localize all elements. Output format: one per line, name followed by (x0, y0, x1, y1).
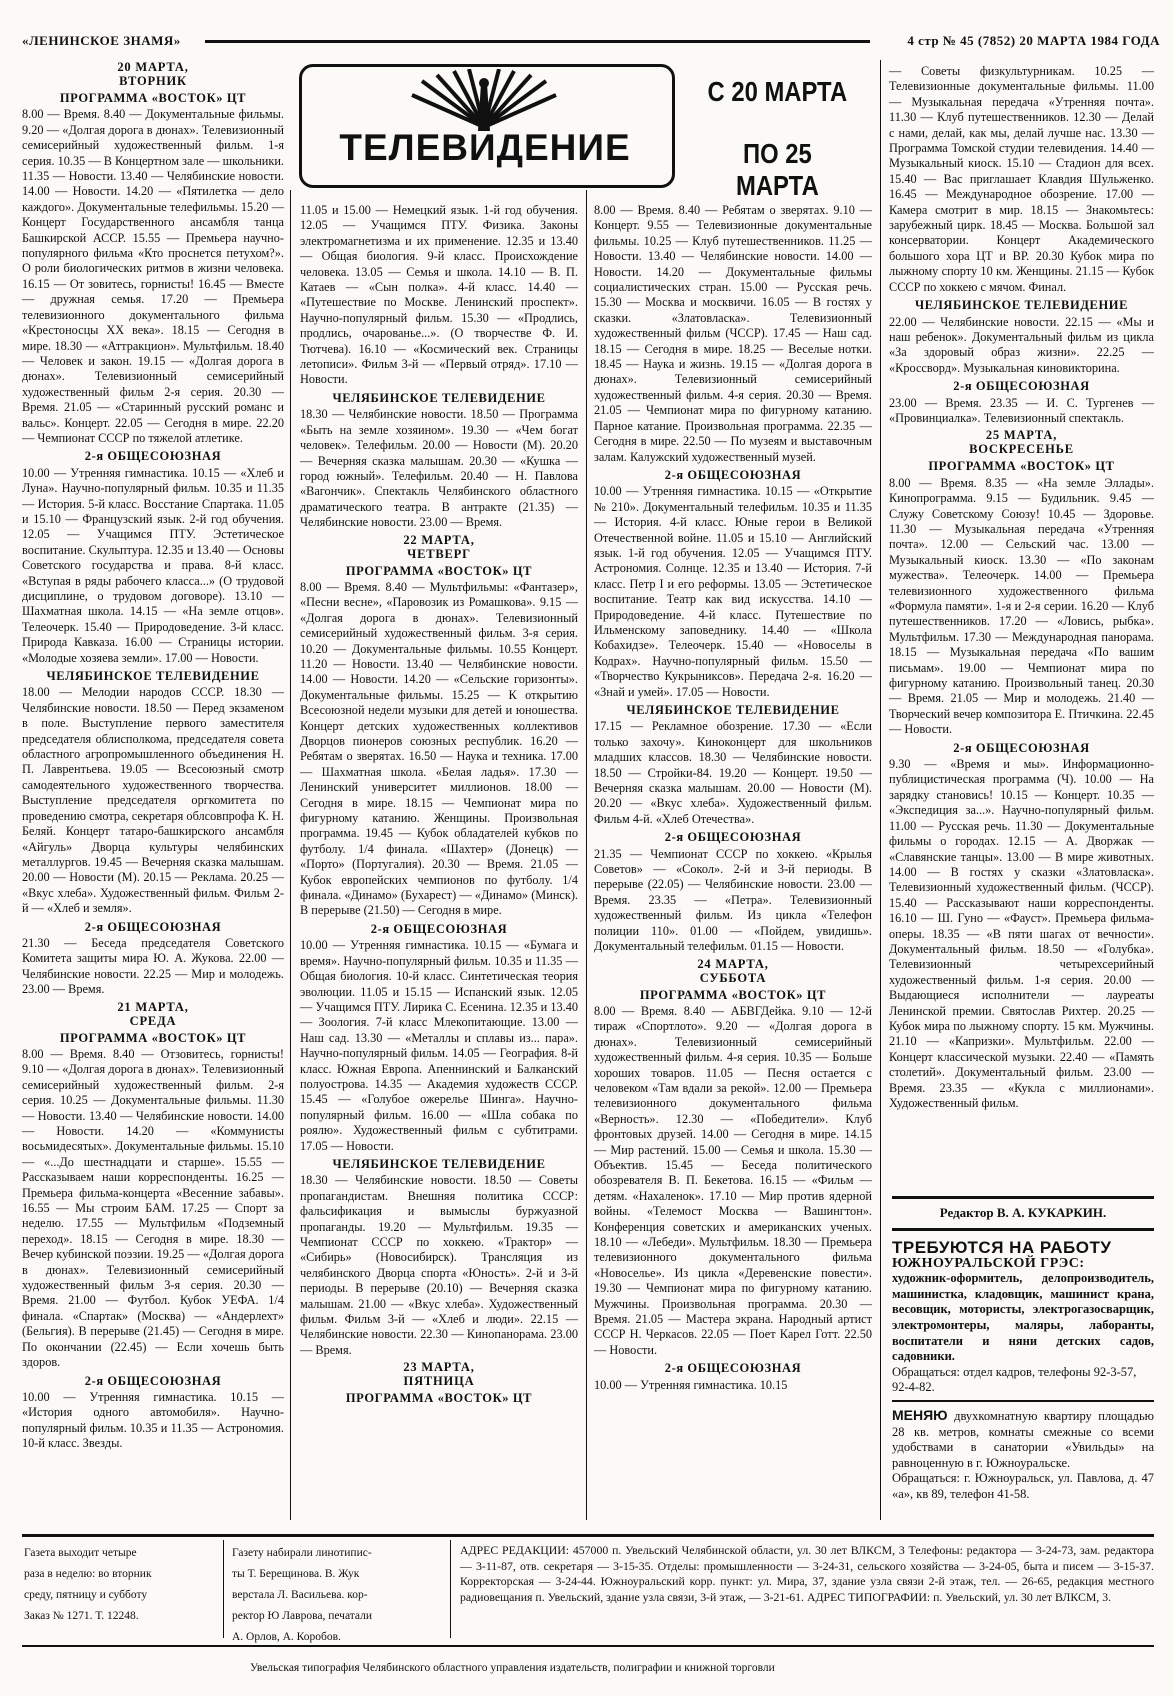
schedule-text: 8.00 — Время. 8.40 — Мультфильмы: «Фантазер», «Песни весне», «Паровозик из Ромашкова». 9.15 — «Долгая дорога в дюнах». Телевизионный семисерийный художественный фильм. 3-я серия. 10.20 — Документальные фильмы. 10.55 Концерт. 11.20 — Новости. 13.40 — Челябинские новости. 14.00 — Новости. 14.20 — «Сельские горизонты». Документальные фильмы. 15.25 — К открытию Всесоюзной недели музыки для детей и юношества. Концерт детских художественных коллективов Дворцов пионеров союзных республик. 16.20 — Ребятам о зверятах. 16.50 — Наука и техника. 17.00 — Шахматная школа. «Белая ладья». 17.30 — Ленинский университет миллионов. 18.00 — Сегодня в мире. 18.15 — Чемпионат мира по фигурному катанию. Женщины. Произвольная программа. 19.45 — Кубок обладателей кубков по футболу. 1/4 финала. «Шахтер» (Донецк) — «Порто» (Португалия). 20.30 — Время. 21.05 — Кубок европейских чемпионов по футболу. 1/4 финала. «Динамо» (Бухарест) — «Динамо» (Минск). В перерыве (21.50) — Сегодня в мире. (300, 579, 578, 918)
banner-title: ТЕЛЕВИДЕНИЕ (339, 127, 631, 168)
program-heading: ПРОГРАММА «ВОСТОК» ЦТ (639, 987, 827, 1002)
schedule-text: 8.00 — Время. 8.40 — Документальные фильмы. 9.20 — «Долгая дорога в дюнах». Телевизионный семисерийный художественный фильм. 1-я серия. 10.35 — В Концертном зале — школьники. 11.35 — Новости. 13.40 — Челябинские новости. 14.00 — Новости. 14.20 — «Пятилетка — дело каждого». Документальные телефильмы. 15.20 — Концерт Государственного ансамбля танца Башкирской АССР. 15.55 — Премьера научно-популярного фильма «Кто проснется петухом?». О роли биологических ритмов в жизни человека. 16.15 — От зовитесь, горнисты! 16.45 — Вместе — дружная семья. 17.20 — Премьера телевизионного документального фильма «Крестоносцы XX века». 18.15 — Сегодня в мире. 18.30 — «Аттракцион». Мультфильм. 18.40 — Человек и закон. 19.15 — «Долгая дорога в дюнах». Телевизионный семисерийный художественный фильм 2-я серия. 20.30 — Время. 21.05 — «Старинный русский романс и вальс». Концерт. 22.05 — Сегодня в мире. 22.20 — Чемпионат СССР по тяжелой атлетике. (22, 107, 284, 445)
exchange-ad (892, 1408, 1154, 1503)
editor-signature: Редактор В. А. КУКАРКИН. (939, 1205, 1107, 1220)
channel-heading: 2-я ОБЩЕСОЮЗНАЯ (84, 449, 222, 464)
channel-heading: ЧЕЛЯБИНСКОЕ ТЕЛЕВИДЕНИЕ (914, 298, 1129, 313)
channel-heading: ЧЕЛЯБИНСКОЕ ТЕЛЕВИДЕНИЕ (332, 390, 546, 405)
footer-address: АДРЕС РЕДАКЦИИ: 457000 п. Увельский Челябинской области, ул. 30 лет ВЛКСМ, 3 Телефоны: редактора — 3-24-73, зам. редактора — 3-11-87, отв. секретаря — 3-15-35. Отделы: промышленности — 3-24-31, сельского хозяйства — 3-24-05, быта и писем — 3-15-37. Корректорская — 3-24-44. Южноуральский корр. пункт: ул. Мира, 37, здание узла связи 2-й этаж, тел. — 26-65, редакция местного радиовещания п. Увельский, здание узла связи, 3-й этаж, — 3-21-61. АДРЕС ТИПОГРАФИИ: п. Увельский, ул. 30 лет ВЛКСМ, 3. (460, 1543, 1154, 1604)
editor-rule (892, 1228, 1154, 1231)
schedule-text: 10.00 — Утренняя гимнастика. 10.15 — «История одного автомобиля». Научно-популярный фильм. 10.35 и 11.35 — Астрономия. 10-й класс. Звезды. (22, 1389, 284, 1451)
masthead-issue: 4 стр № 45 (7852) 20 МАРТА 1984 ГОДА (907, 33, 1160, 48)
schedule-text: 21.35 — Чемпионат СССР по хоккею. «Крылья Советов» — «Сокол». 2-й и 3-й периоды. В перерыве (22.05) — Челябинские новости. 23.00 — Время. 23.35 — «Петра». Телевизионный художественный фильм. Из цикла «Телефон полиции 110». 01.00 — «Пойдем, увидишь». Документальный телефильм. 01.15 — Новости. (594, 846, 872, 954)
schedule-text: 10.00 — Утренняя гимнастика. 10.15 — «Открытие № 210». Документальный телефильм. 10.35 и 11.35 — История. 4-й класс. Юные герои в Великой Отечественной войне. 11.05 и 15.10 — Английский язык. 1-й год обучения. 12.05 — Учащимся ПТУ. Астрономия. Солнце. 12.35 и 13.40 — История. 7-й класс. Петр I и его реформы. 13.05 — Эстетическое воспитание. Театр как вид искусства. 14.10 — Природоведение. 4-й класс. Путешествие по Ильменскому заповеднику. 14.40 — «Школа Кобахидзе». Телеочерк. 15.40 — «Новоселы в Кодрах». Научно-популярный фильм. 15.50 — «Творчество Кукрыниксов». Передача 2-я. 16.20 — «Знай и умей». 17.05 — Новости. (594, 484, 872, 699)
footer-rule (22, 1534, 1154, 1537)
column-3 (594, 203, 872, 1518)
banner-date-to: ПО 25 МАРТА (735, 138, 819, 201)
program-heading: ПРОГРАММА «ВОСТОК» ЦТ (345, 563, 533, 578)
schedule-text: 8.00 — Время. 8.40 — Отзовитесь, горнисты! 9.10 — «Долгая дорога в дюнах». Телевизионный семисерийный художественный фильм. 2-я серия. 10.25 — Документальные фильмы. 11.30 — Новости. 13.40 — Челябинские новости. 14.00 — Новости. 14.20 — «Коммунисты восьмидесятых». Документальные фильмы. 15.10 — «...До шестнадцати и старше». 15.55 — Рассказываем наши корреспонденты. 16.25 — Премьера фильма-концерта «Весенние забавы». 16.55 — Мы строим БАМ. 17.25 — Спорт за неделю. 17.55 — Мультфильм «Подземный переход». 18.15 — Сегодня в мире. 18.30 — Вечер кубинской поэзии. 19.25 — «Долгая дорога в дюнах». Телевизионный семисерийный художественный фильм 3-я серия. 20.30 — Время. 21.00 — Футбол. Кубок УЕФА. 1/4 финала. «Спартак» (Москва) — «Андерлехт» (Бельгия). В перерыве (21.45) — Сегодня в мире. По окончании (22.45) — Если хочешь быть здоров. (22, 1046, 284, 1370)
schedule-text: 17.15 — Рекламное обозрение. 17.30 — «Если только захочу». Киноконцерт для школьников младших классов. 18.30 — Челябинские новости. 18.50 — Стройки-84. 19.20 — Концерт. 19.50 — Вечерняя сказка малышам. 20.00 — Новости (М). 20.20 — «Вкус хлеба». Художественный фильм. Фильм 4-й. «Хлеб Отечества». (594, 719, 872, 826)
channel-heading: 2-я ОБЩЕСОЮЗНАЯ (370, 921, 508, 936)
schedule-text: — Советы физкультурникам. 10.25 — Телевизионные документальные фильмы. 11.00 — Музыкальная передача «Утренняя почта». 11.30 — Клуб путешественников. 12.30 — Делай с нами, делай, как мы, делай лучше нас. 13.30 — Программа Томской студии телевидения. 14.40 — Музыкальный киоск. 15.10 — Стадион для всех. 15.40 — Вас приглашает Клавдия Шульженко. 16.45 — Международное обозрение. 17.00 — Камера смотрит в мир. 18.15 — Знакомьтесь: зарубежный цирк. 18.45 — Москва. Большой зал консерватории. Концерт Академического большого хора ЦТ и ВР. 20.30 Кубок мира по лыжному спорту 10 км. Женщины. 21.15 — Кубок СССР по хоккею с мячом. Финал. (889, 64, 1154, 294)
program-heading: ПРОГРАММА «ВОСТОК» ЦТ (59, 1030, 247, 1045)
day-heading: 22 МАРТА, ЧЕТВЕРГ (403, 532, 475, 561)
column-divider (880, 60, 881, 1520)
schedule-text: 18.30 — Челябинские новости. 18.50 — Советы пропагандистам. Внешняя политика СССР: фальсификация и вымыслы буржуазной пропаганды. 19.20 — Мультфильм. 19.35 — Чемпионат СССР по хоккею. «Трактор» — «Сибирь» (Новосибирск). Трансляция из челябинского Дворца спорта «Юность». 2-й и 3-й периоды. В перерыве (20.10) — Вечерняя сказка малышам. 21.00 — «Вкус хлеба». Художественный фильм. Фильм 3-й — «Хлеб и люди». 22.15 — Челябинские новости. 22.30 — Кинопанорама. 23.00 — Время. (300, 1173, 578, 1357)
channel-heading: ЧЕЛЯБИНСКОЕ ТЕЛЕВИДЕНИЕ (332, 1156, 546, 1171)
job-ad (892, 1240, 1154, 1396)
banner-date-from: С 20 МАРТА (707, 76, 848, 107)
ad-divider (892, 1400, 1154, 1402)
footer-divider (450, 1540, 451, 1638)
footer-schedule: Газета выходит четыре раза в неделю: во вторник среду, пятницу и субботу Заказ № 1271. Т. 12248. (24, 1547, 152, 1622)
exchange-ad-body: двухкомнатную квартиру площадью 28 кв. метров, комнаты смежные со всеми удобствами в санатории «Увильды» на равноценную в г. Южноуральске. (892, 1409, 1155, 1470)
schedule-text: 22.00 — Челябинские новости. 22.15 — «Мы и наш ребенок». Документальный фильм из цикла «За здоровый образ жизни». 22.25 — «Кроссворд». Музыкальная киновикторина. (889, 314, 1154, 375)
job-ad-body: художник-оформитель, делопроизводитель, машинистка, кладовщик, машинист крана, весовщик, мотористы, электрогазосварщик, электромонтеры, маляры, лаборанты, воспитатели и няни детских садов, садовники. (892, 1271, 1154, 1364)
channel-heading: 2-я ОБЩЕСОЮЗНАЯ (664, 830, 802, 845)
program-heading: ПРОГРАММА «ВОСТОК» ЦТ (59, 91, 247, 105)
masthead-newspaper: «ЛЕНИНСКОЕ ЗНАМЯ» (22, 33, 181, 48)
schedule-text: 8.00 — Время. 8.40 — Ребятам о зверятах. 9.10 — Концерт. 9.55 — Телевизионные документальные фильмы. 10.25 — Клуб путешественников. 11.25 — Новости. 13.40 — Челябинские новости. 14.00 — Новости. 14.20 — Документальные фильмы социалистических стран. 15.00 — Русская речь. 15.30 — Москва и москвичи. 16.05 — В гостях у сказки. «Златовласка». Телевизионный художественный фильм (ЧССР). 17.45 — Наш сад. 18.15 — Сегодня в мире. 18.25 — Веселые нотки. 18.45 — Наука и жизнь. 19.15 — «Долгая дорога в дюнах». Телевизионный семисерийный художественный фильм. 4-я серия. 20.30 — Время. 21.05 — Чемпионат мира по фигурному катанию. Парное катание. Произвольная программа. 22.35 — Сегодня в мире. 22.50 — По музеям и выставочным залам. Калужский художественный музей. (594, 203, 872, 464)
channel-heading: ЧЕЛЯБИНСКОЕ ТЕЛЕВИДЕНИЕ (46, 669, 260, 684)
editor-rule (892, 1196, 1154, 1199)
schedule-text: 23.00 — Время. 23.35 — И. С. Тургенев — «Провинциалка». Телевизионный спектакль. (889, 395, 1154, 425)
column-4 (889, 64, 1154, 1192)
schedule-text: 10.00 — Утренняя гимнастика. 10.15 — «Бумага и время». Научно-популярный фильм. 10.35 и 11.35 — Общая биология. 10-й класс. Синтетическая теория эволюции. 11.05 и 15.15 — Испанский язык. 12.05 — Учащимся ПТУ. Лирика С. Есенина. 12.35 и 13.40 — Зоология. 7-й класс Млекопитающие. 13.00 — Наш сад. 13.30 — «Металлы и сплавы из... пара». Научно-популярный фильм. 14.05 — География. 8-й класс. Южная Европа. Апеннинский и Балканский полуострова. 14.35 — Академия художеств СССР. 15.45 — «Голубое ожерелье Шинга». Научно-популярный фильм. 16.00 — «Шла собака по роялю». Художественный фильм с субтитрами. 17.05 — Новости. (300, 938, 578, 1153)
column-divider (290, 190, 291, 1520)
program-heading: ПРОГРАММА «ВОСТОК» ЦТ (928, 459, 1115, 474)
schedule-text: 8.00 — Время. 8.35 — «На земле Эллады». Кинопрограмма. 9.15 — Будильник. 9.45 — Служу Советскому Союзу! 10.45 — Здоровье. 11.30 — Музыкальная передача «Утренняя почта». 12.00 — Сельский час. 13.00 — Музыкальный киоск. 13.30 — «По законам мужества». Телеочерк. 14.00 — Премьера телевизионного художественного фильма «Формула памяти». 1-я и 2-я серии. 16.20 — Клуб путешественников. 17.20 — «Ловись, рыбка». Мультфильм. 17.30 — Международная панорама. 18.15 — Музыкальная передача «По вашим письмам». 19.00 — Чемпионат мира по фигурному катанию. Произвольный танец. 20.30 — Время. 21.05 — Мир и молодежь. 21.40 — Творческий вечер композитора Е. Птичкина. 22.45 — Новости. (889, 475, 1154, 737)
schedule-text: 8.00 — Время. 8.40 — АБВГДейка. 9.10 — 12-й тираж «Спортлото». 9.20 — «Долгая дорога в дюнах». Телевизионный семисерийный художественный фильм. 4-я серия. 10.35 — Больше хороших товаров. 11.05 — Песня остается с человеком «Там вдали за рекой». 12.00 — Премьера телевизионного документального фильма «Верность». 12.30 — «Победители». Клуб фронтовых друзей. 14.00 — Сегодня в мире. 14.15 — Мир растений. 15.00 — Семья и школа. 15.30 — Объектив. 15.45 — Беседа политического обозревателя В. П. Бекетова. 16.15 — «Фильм — детям. «Нахаленок». 17.10 — Мир против ядерной войны. «Телемост Москва — Вашингтон». Конференция советских и американских ученых. 18.10 — «Лебеди». Мультфильм. 18.30 — Премьера телевизионного документального фильма «Новоселье». Из цикла «Деревенские повести». 19.30 — Чемпионат мира по фигурному катанию. Мужчины. Произвольная программа. 20.30 — Время. 21.05 — Мастера экрана. Народный артист СССР Н. Черкасов. 22.05 — Поет Карел Готт. 22.50 — Новости. (594, 1003, 872, 1357)
channel-heading: 2-я ОБЩЕСОЮЗНАЯ (953, 740, 1090, 755)
program-heading: ПРОГРАММА «ВОСТОК» ЦТ (345, 1391, 533, 1406)
day-heading: 23 МАРТА, ПЯТНИЦА (403, 1360, 475, 1389)
job-ad-employer: ЮЖНОУРАЛЬСКОЙ ГРЭС: (892, 1255, 1085, 1271)
day-heading: 21 МАРТА, СРЕДА (117, 999, 189, 1028)
column-divider (586, 190, 587, 1520)
channel-heading: 2-я ОБЩЕСОЮЗНАЯ (84, 1373, 222, 1388)
schedule-text: 18.30 — Челябинские новости. 18.50 — Программа «Быть на земле хозяином». 19.30 — «Чем богат человек». Телефильм. 20.00 — Новости (М). 20.20 — Вечерняя сказка малышам. 20.30 — «Кушка — город южный». Телефильм. 20.40 — Н. Павлова «Вагончик». Спектакль Челябинского областного драматического театра. В антракте (21.35) — Челябинские новости. 23.00 — Время. (300, 407, 578, 530)
channel-heading: ЧЕЛЯБИНСКОЕ ТЕЛЕВИДЕНИЕ (626, 703, 840, 717)
channel-heading: 2-я ОБЩЕСОЮЗНАЯ (664, 467, 802, 482)
schedule-text: 21.30 — Беседа председателя Советского Комитета защиты мира Ю. А. Жукова. 22.00 — Челябинские новости. 22.25 — Мир и молодежь. 23.00 — Время. (22, 935, 284, 997)
schedule-text: 11.05 и 15.00 — Немецкий язык. 1-й год обучения. 12.05 — Учащимся ПТУ. Физика. Законы электромагнетизма и их применение. 12.35 и 13.40 — Общая биология. 9-й класс. Происхождение человека. 13.05 — Семья и школа. 14.10 — В. П. Катаев — «Сын полка». 4-й класс. 14.40 — «Путешествие по Москве. Ленинский проспект». Научно-популярный фильм. 15.30 — «Продлись, продлись, очарованье...». (О творчестве Ф. И. Тютчева). 16.10 — «Космический век. Страницы летописи». Фильм 3-й — «Первый отряд». 17.10 — Новости. (300, 203, 578, 387)
footer-imprint: Увельская типография Челябинского областного управления издательств, полиграфии и книжной торговли (250, 1662, 775, 1674)
footer-rule (22, 1645, 1154, 1647)
day-heading: 20 МАРТА, ВТОРНИК (117, 60, 189, 88)
day-heading: 25 МАРТА, ВОСКРЕСЕНЬЕ (969, 428, 1074, 457)
job-ad-title: ТРЕБУЮТСЯ НА РАБОТУ (892, 1238, 1112, 1257)
channel-heading: 2-я ОБЩЕСОЮЗНАЯ (953, 379, 1090, 394)
exchange-ad-contact: Обращаться: г. Южноуральск, ул. Павлова, д. 47 «а», кв 89, телефон 41-58. (892, 1471, 1154, 1501)
job-ad-contact: Обращаться: отдел кадров, телефоны 92-3-57, 92-4-82. (892, 1364, 1137, 1395)
footer-staff: Газету набирали линотипис- ты Т. Берещинова. В. Жук верстала Л. Васильева. кор- ректор Ю Лаврова, печатали А. Орлов, А. Коробов. (232, 1547, 373, 1643)
footer-divider (223, 1540, 224, 1638)
tv-banner (299, 64, 675, 188)
schedule-text: 10.00 — Утренняя гимнастика. 10.15 (594, 1377, 788, 1392)
column-1 (22, 58, 284, 1518)
schedule-text: 10.00 — Утренняя гимнастика. 10.15 — «Хлеб и Луна». Научно-популярный фильм. 10.35 и 11.35 — История. 5-й класс. Восстание Спартака. 11.05 и 15.10 — Французский язык. 2-й год обучения. 12.05 — Учащимся ПТУ. Эстетическое воспитание. Скульптура. 12.35 и 13.40 — Основы Советского государства и права. 8-й класс. «Вступая в ряды рабочего класса...» (О трудовой дисциплине, о трудовом договоре). 13.10 — Шахматная школа. 14.15 — «На земле отцов». Телеочерк. 15.40 — Природоведение. 3-й класс. Природа Кавказа. 16.00 — Страницы истории. «Молодые хозяева земли». 17.00 — Новости. (22, 465, 284, 665)
column-2 (300, 203, 578, 1518)
masthead-rule (205, 40, 870, 43)
exchange-ad-lead: МЕНЯЮ (892, 1407, 948, 1423)
schedule-text: 18.00 — Мелодии народов СССР. 18.30 — Челябинские новости. 18.50 — Перед экзаменом в поле. Выступление первого заместителя председателя облисполкома, председателя совета областного агропромышленного объединения Н. П. Лаврентьева. 19.05 — Всесоюзный смотр самодеятельного художественного творчества. Выступление председателя оргкомитета по проведению смотра, секретаря облсовпрофа К. Н. Беляй. Концерт татаро-башкирского ансамбля «Айгуль» Дворца культуры челябинских металлургов. 19.45 — Вечерняя сказка малышам. 20.00 — Новости (М). 20.15 — Реклама. 20.25 — «Вкус хлеба». Художественный фильм. Фильм 2-й — «Хлеб и земля». (22, 685, 284, 916)
schedule-text: 9.30 — «Время и мы». Информационно-публицистическая программа (Ч). 10.00 — На зарядку становись! 10.15 — Концерт. 10.35 — «Экспедиция за...». Научно-популярный фильм. 11.00 — Русская речь. 11.30 — Документальные фильмы о городах. 12.15 — А. Дворжак — «Славянские танцы». 13.00 — В мире животных. 14.00 — В гостях у сказки «Златовласка». Телевизионный художественный фильм. (ЧССР). 15.40 — Рассказывают наши корреспонденты. 16.10 — Ш. Гуно — «Фауст». Премьера фильма-оперы. 18.35 — «В пяти шагах от вечности». Документальный фильм. 18.50 — «Голубка». Телевизионный четырехсерийный художественный фильм. 1-я серия. 20.00 — Выдающиеся исполнители — лауреаты Ленинской премии. Святослав Рихтер. 20.25 — Кубок мира по лыжному спорту. 15 км. Мужчины. 21.10 — «Капризки». Мультфильм. 22.00 — Концерт классической музыки. 22.40 — «Память столетий». Документальный фильм. 23.00 — Время. 23.35 — «Кукла с миллионами». Художественный фильм. (889, 757, 1154, 1110)
channel-heading: 2-я ОБЩЕСОЮЗНАЯ (664, 1361, 802, 1376)
day-heading: 24 МАРТА, СУББОТА (697, 956, 769, 985)
channel-heading: 2-я ОБЩЕСОЮЗНАЯ (84, 919, 222, 934)
